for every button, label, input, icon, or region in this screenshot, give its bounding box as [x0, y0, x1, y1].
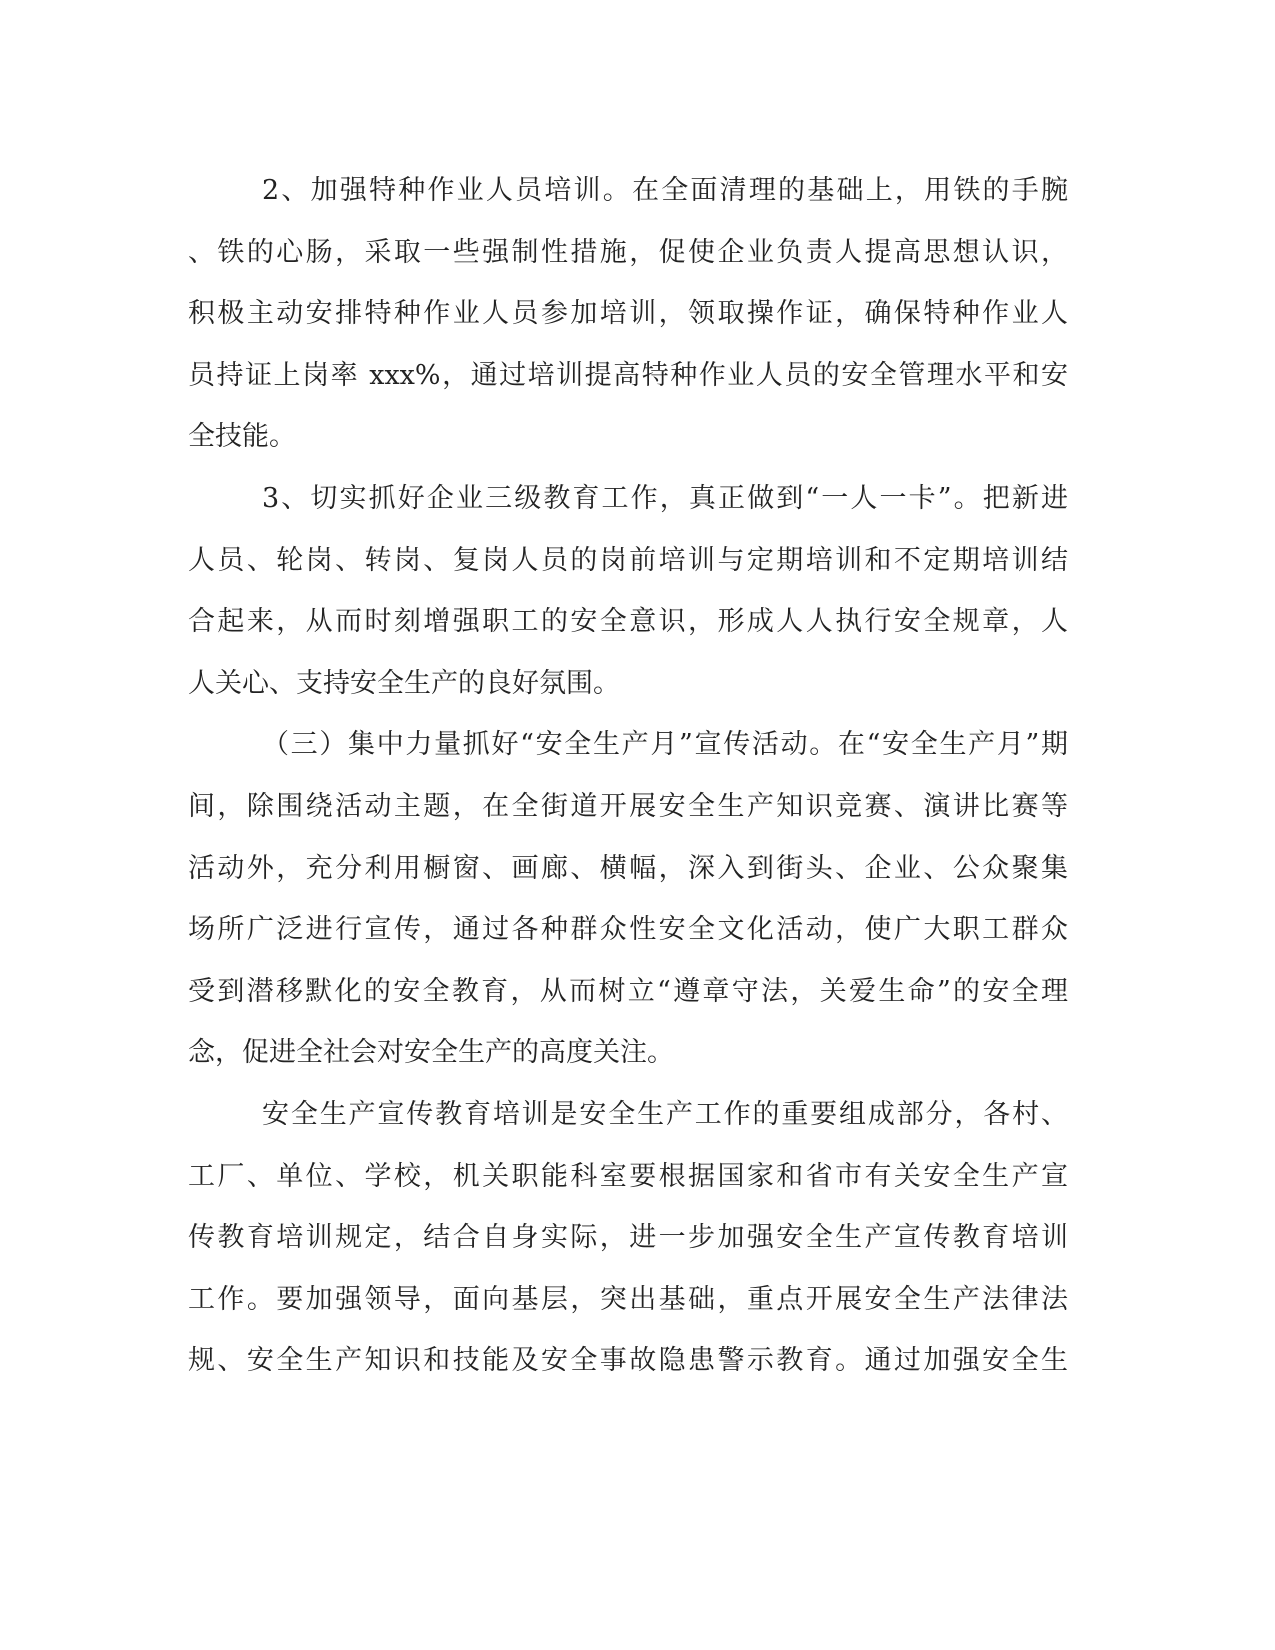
text-line: 念，促进全社会对安全生产的高度关注。	[188, 1037, 674, 1069]
text-line: 人员、轮岗、转岗、复岗人员的岗前培训与定期培训和不定期培训结	[188, 544, 1068, 576]
text-line: 、铁的心肠，采取一些强制性措施，促使企业负责人提高思想认识，	[188, 236, 1068, 268]
text-line: 全技能。	[188, 421, 296, 453]
text-line: 工作。要加强领导，面向基层，突出基础，重点开展安全生产法律法	[188, 1283, 1068, 1315]
text-line: 2、加强特种作业人员培训。在全面清理的基础上，用铁的手腕	[262, 175, 1068, 206]
text-line: 间，除围绕活动主题，在全街道开展安全生产知识竞赛、演讲比赛等	[188, 790, 1068, 822]
text-line: 工厂、单位、学校，机关职能科室要根据国家和省市有关安全生产宣	[188, 1160, 1068, 1192]
text-line: 人关心、支持安全生产的良好氛围。	[188, 667, 620, 699]
text-line: （三）集中力量抓好“安全生产月”宣传活动。在“安全生产月”期	[262, 729, 1068, 761]
text-line: 受到潜移默化的安全教育，从而树立“遵章守法，关爱生命”的安全理	[188, 975, 1068, 1007]
text-line: 场所广泛进行宣传，通过各种群众性安全文化活动，使广大职工群众	[188, 914, 1068, 946]
text-line: 3、切实抓好企业三级教育工作，真正做到“一人一卡”。把新进	[262, 482, 1068, 514]
text-line: 积极主动安排特种作业人员参加培训，领取操作证，确保特种作业人	[188, 298, 1068, 330]
text-line: 员持证上岗率 xxx%，通过培训提高特种作业人员的安全管理水平和安	[188, 359, 1068, 391]
text-line: 安全生产宣传教育培训是安全生产工作的重要组成部分，各村、	[262, 1098, 1068, 1130]
text-line: 传教育培训规定，结合自身实际，进一步加强安全生产宣传教育培训	[188, 1222, 1068, 1254]
body-text	[188, 160, 1068, 1392]
text-line: 合起来，从而时刻增强职工的安全意识，形成人人执行安全规章，人	[188, 606, 1068, 638]
text-line: 活动外，充分利用橱窗、画廊、横幅，深入到街头、企业、公众聚集	[188, 852, 1068, 884]
text-line: 规、安全生产知识和技能及安全事故隐患警示教育。通过加强安全生	[188, 1345, 1068, 1377]
